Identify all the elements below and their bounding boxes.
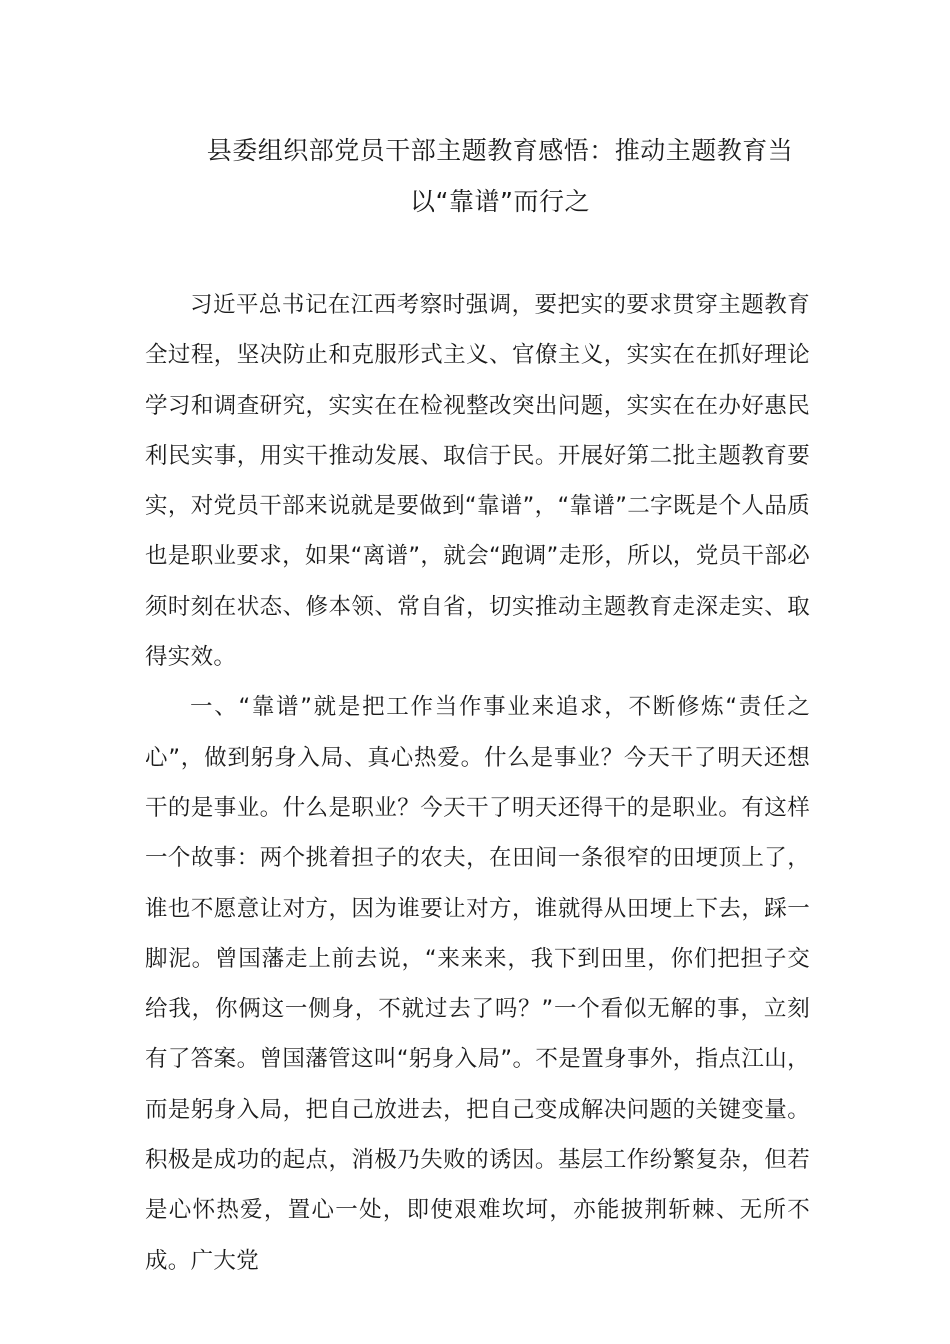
paragraph-section-one: 一、“靠谱”就是把工作当作事业来追求，不断修炼“责任之心”，做到躬身入局、真心热爱。什么是事业？今天干了明天还想干的是事业。什么是职业？今天干了明天还得干的是职业。有这样一个故事：两个挑着担子的农夫，在田间一条很窄的田埂顶上了，谁也不愿意让对方，因为谁要让对方，谁就得从田埂上下去，踩一脚泥。曾国藩走上前去说，“来来来，我下到田里，你们把担子交给我，你俩这一侧身，不就过去了吗？”一个看似无解的事，立刻有了答案。曾国藩管这叫“躬身入局”。不是置身事外，指点江山，而是躬身入局，把自己放进去，把自己变成解决问题的关键变量。积极是成功的起点，消极乃失败的诱因。基层工作纷繁复杂，但若是心怀热爱，置心一处，即使艰难坎坷，亦能披荆斩棘、无所不成。广大党 [145,694,810,1274]
paragraph-intro: 习近平总书记在江西考察时强调，要把实的要求贯穿主题教育全过程，坚决防止和克服形式主义、官僚主义，实实在在抓好理论学习和调查研究，实实在在检视整改突出问题，实实在在办好惠民利民实事，用实干推动发展、取信于民。开展好第二批主题教育要实，对党员干部来说就是要做到“靠谱”，“靠谱”二字既是个人品质也是职业要求，如果“离谱”，就会“跑调”走形，所以，党员干部必须时刻在状态、修本领、常自省，切实推动主题教育走深走实、取得实效。 [145,292,810,671]
document-body [145,280,810,1286]
document-title-line-2: 以“靠谱”而行之 [410,187,590,216]
document-title-line-1: 县委组织部党员干部主题教育感悟：推动主题教育当 [206,136,794,165]
